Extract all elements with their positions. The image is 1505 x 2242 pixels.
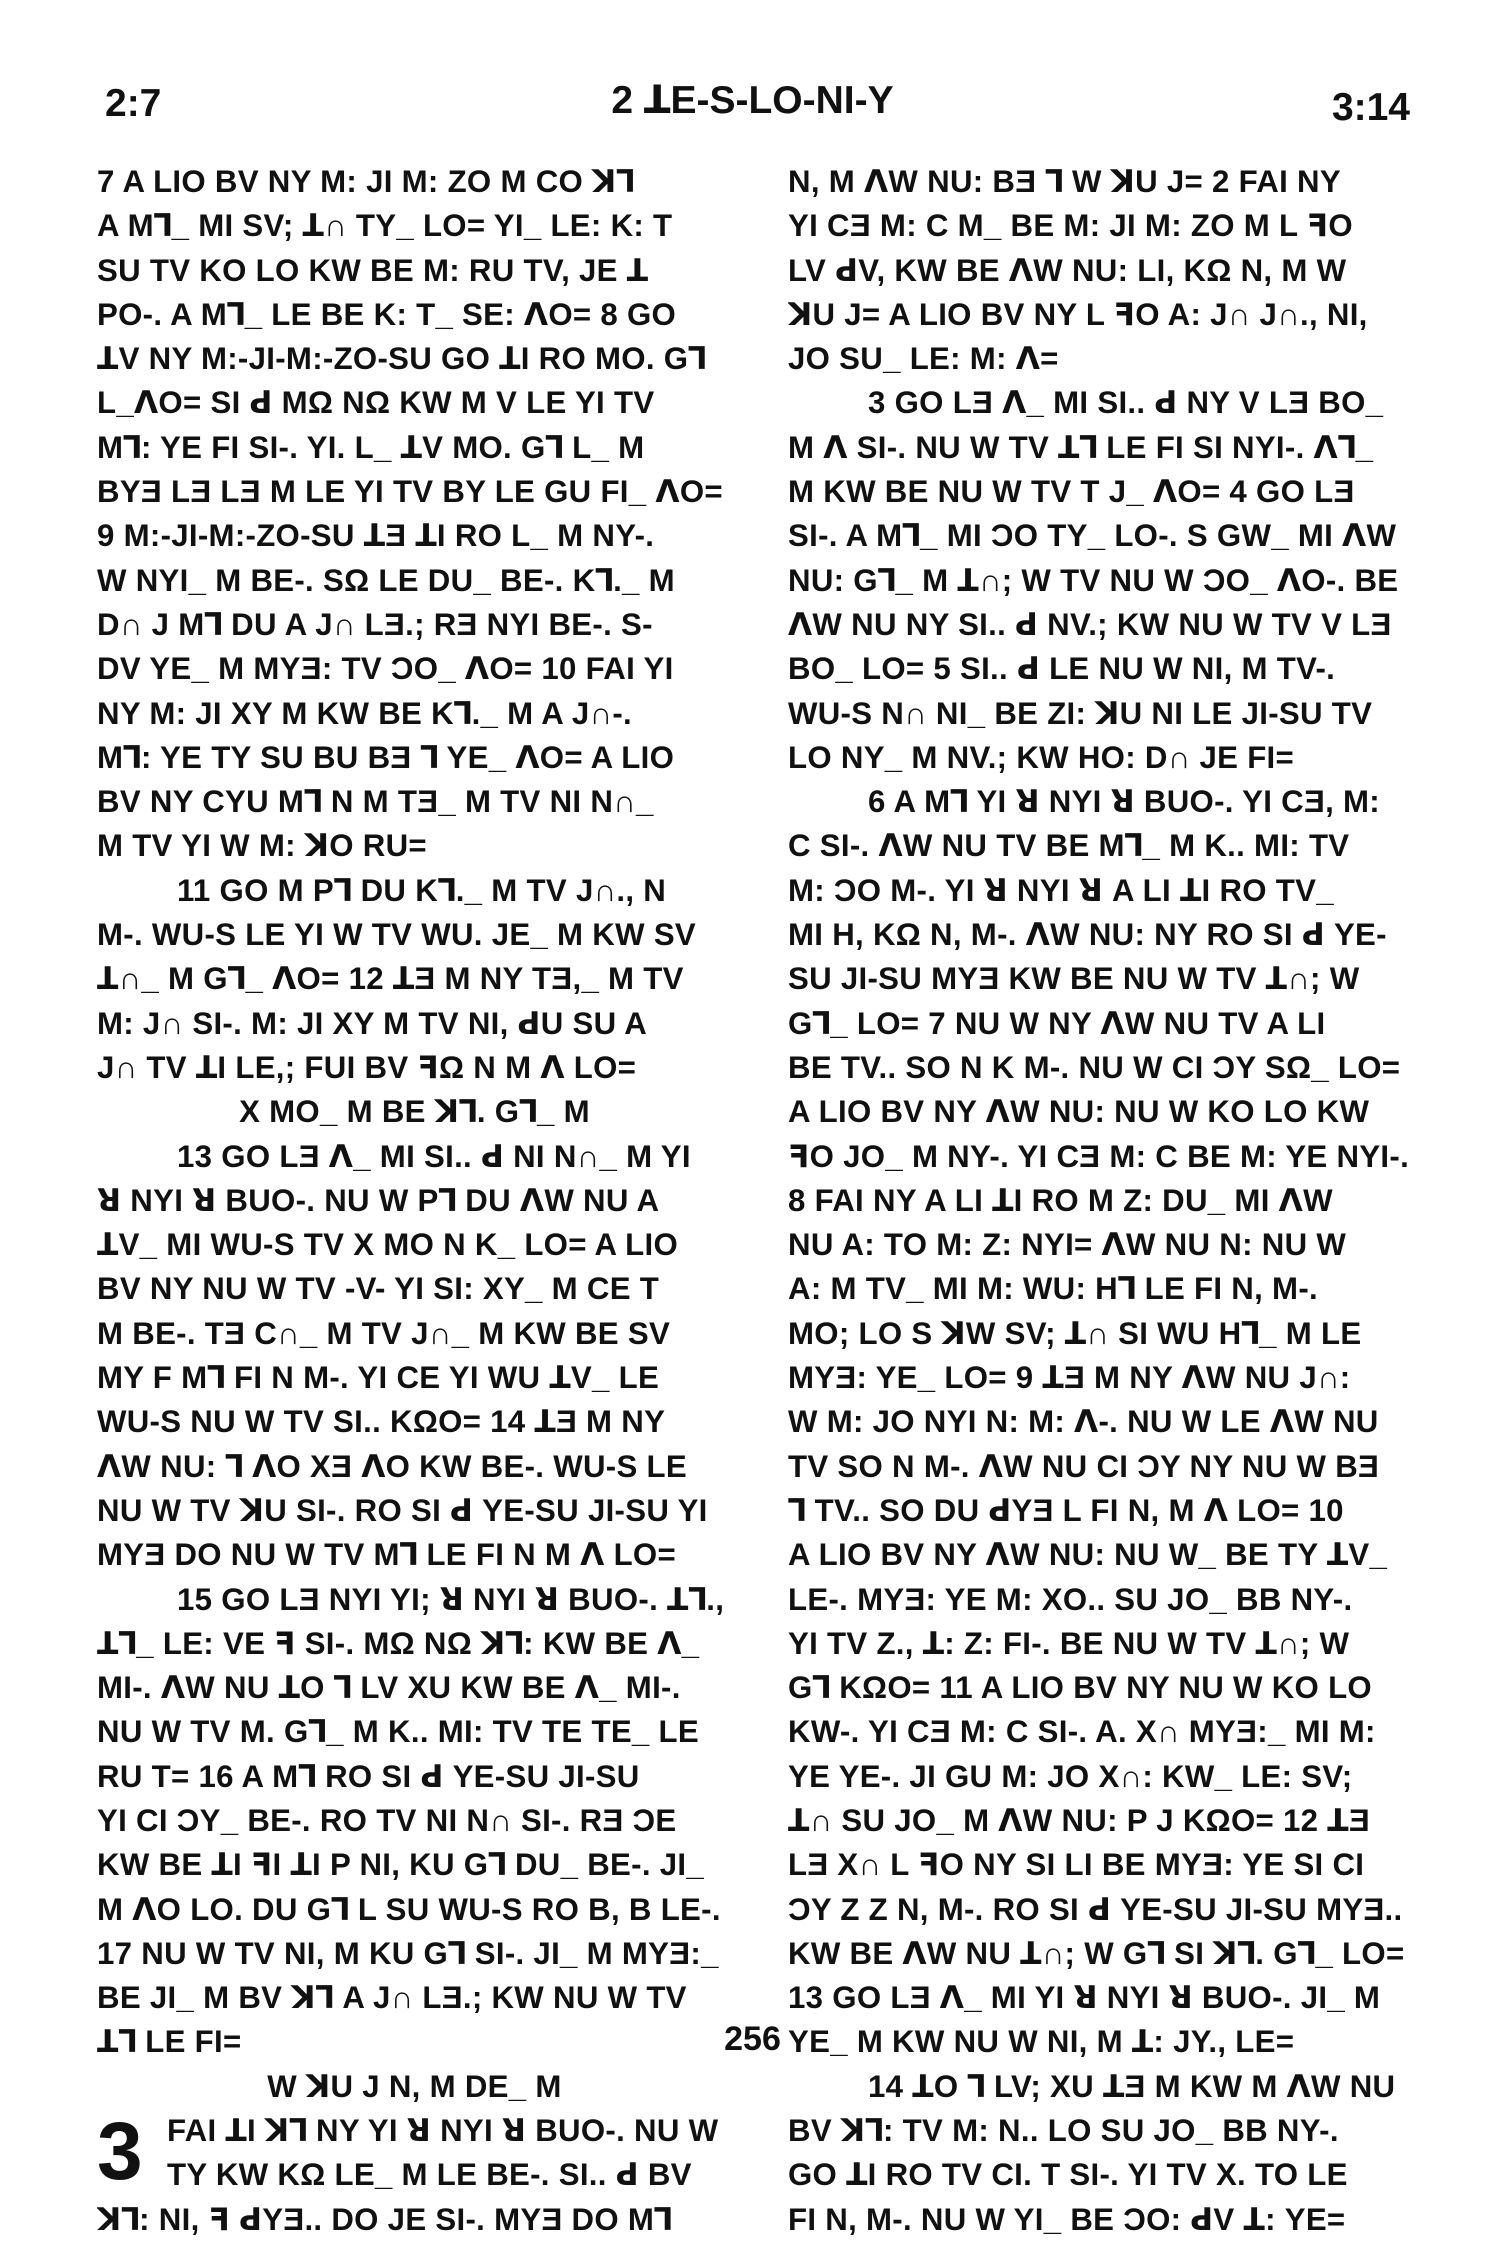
text-line: LO NY_ M NV.; KW HO: D∩ JE FI= bbox=[788, 739, 1295, 775]
text-line: 17 NU W TV NI, M KU G⅂ SI-. JI_ M MYƎ:_ bbox=[97, 1935, 719, 1971]
text-line: MY F M⅂ FI N M-. YI CE YI WU ꓕV_ LE bbox=[97, 1360, 660, 1396]
text-line: ⅂ TV.. SO DU ꓒYƎ L FI N, M ꓥ LO= 10 bbox=[788, 1492, 1344, 1528]
text-line: JO SU_ LE: M: ꓥ= bbox=[788, 341, 1059, 377]
text-line: MYƎ: YE_ LO= 9 ꓕƎ M NY ꓥW NU J∩: bbox=[788, 1360, 1351, 1396]
text-line: MO; LO S ꓘW SV; ꓕ∩ SI WU H⅂_ M LE bbox=[788, 1315, 1362, 1351]
text-line: BE JI_ M BV ꓘ⅂ A J∩ LƎ.; KW NU W TV bbox=[97, 1980, 687, 2016]
text-line: RU T= 16 A M⅂ RO SI ꓒ YE-SU JI-SU bbox=[97, 1758, 640, 1794]
text-line: L_ꓥO= SI ꓒ MΩ NΩ KW M V LE YI TV bbox=[97, 385, 655, 421]
text-line: KW-. YI CƎ M: C SI-. A. X∩ MYƎ:_ MI M: bbox=[788, 1714, 1376, 1750]
text-line: KW BE ꓥW NU ꓕ∩; W G⅂ SI ꓘ⅂. G⅂_ LO= bbox=[788, 1935, 1405, 1971]
text-line: BV NY NU W TV -V- YI SI: XY_ M CE T bbox=[97, 1271, 660, 1307]
text-line: YI CI ƆY_ BE-. RO TV NI N∩ SI-. RƎ ƆE bbox=[97, 1802, 677, 1838]
text-line: BO_ LO= 5 SI.. ꓒ LE NU W NI, M TV-. bbox=[788, 651, 1336, 687]
right-chapter-reference: 3:14 bbox=[1331, 86, 1410, 129]
text-line: ꓕ⅂_ LE: VE ꟻ SI-. MΩ NΩ ꓘ⅂: KW BE ꓥ_ bbox=[97, 1625, 700, 1661]
text-line: M⅂: YE TY SU BU BƎ ⅂ YE_ ꓥO= A LIO bbox=[97, 739, 675, 775]
text-line: ꓕ⅂ LE FI= bbox=[97, 2024, 242, 2060]
text-line: A: M TV_ MI M: WU: H⅂ LE FI N, M-. bbox=[788, 1271, 1318, 1307]
paragraph-verse-13 bbox=[97, 1135, 732, 1578]
chapter-number-dropcap: 3 bbox=[97, 2106, 143, 2198]
section-heading: X MO_ M BE ꓘ⅂. G⅂_ M bbox=[239, 1094, 590, 1130]
text-line: 8 FAI NY A LI ꓕI RO M Z: DU_ MI ꓥW bbox=[788, 1182, 1333, 1218]
left-column bbox=[97, 160, 732, 2242]
text-line: NY M: JI XY M KW BE K⅂._ M A J∩-. bbox=[97, 695, 632, 731]
text-line: N, M ꓥW NU: BƎ ⅂ W ꓘU J= 2 FAI NY bbox=[788, 164, 1341, 199]
text-line: WU-S N∩ NI_ BE ZI: ꓘU NI LE JI-SU TV bbox=[788, 695, 1373, 731]
text-line: FI N, M-. NU W YI_ BE ƆO: ꓒV ꓕ: YE= bbox=[788, 2201, 1346, 2237]
text-line: M KW BE NU W TV T J_ ꓥO= 4 GO LƎ bbox=[788, 474, 1355, 510]
text-line: M ꓥO LO. DU G⅂ L SU WU-S RO B, B LE-. bbox=[97, 1891, 721, 1927]
text-line: LV ꓒV, KW BE ꓥW NU: LI, KΩ N, M W bbox=[788, 252, 1347, 288]
book-title: 2 ꓕE-S-LO-NI-Y bbox=[611, 79, 894, 122]
text-line: W NYI_ M BE-. SΩ LE DU_ BE-. K⅂._ M bbox=[97, 562, 675, 598]
text-line: ꓕ∩ SU JO_ M ꓥW NU: P J KΩO= 12 ꓕƎ bbox=[788, 1802, 1370, 1838]
text-line: A M⅂_ MI SV; ꓕ∩ TY_ LO= YI_ LE: K: T bbox=[97, 208, 673, 244]
text-line: PO-. A M⅂_ LE BE K: T_ SE: ꓥO= 8 GO bbox=[97, 296, 677, 332]
text-line: 14 ꓕO ⅂ LV; XU ꓕƎ M KW M ꓥW NU bbox=[868, 2068, 1396, 2104]
text-line: ꓕ∩_ M G⅂_ ꓥO= 12 ꓕƎ M NY TƎ,_ M TV bbox=[97, 961, 684, 997]
text-line: 13 GO LƎ ꓥ_ MI SI.. ꓒ NI N∩_ M YI bbox=[177, 1138, 691, 1174]
text-line: D∩ J M⅂ DU A J∩ LƎ.; RƎ NYI BE-. S- bbox=[97, 606, 653, 642]
text-line: ƆY Z Z N, M-. RO SI ꓒ YE-SU JI-SU MYƎ.. bbox=[788, 1891, 1403, 1927]
text-line: NU A: TO M: Z: NYI= ꓥW NU N: NU W bbox=[788, 1227, 1347, 1263]
paragraph-verse-3 bbox=[788, 381, 1423, 780]
text-line: NU W TV ꓘU SI-. RO SI ꓒ YE-SU JI-SU YI bbox=[97, 1492, 708, 1528]
text-line: 3 GO LƎ ꓥ_ MI SI.. ꓒ NY V LƎ BO_ bbox=[868, 385, 1384, 421]
text-line: BYƎ LƎ LƎ M LE YI TV BY LE GU FI_ ꓥO= bbox=[97, 474, 723, 510]
text-line: NU W TV M. G⅂_ M K.. MI: TV TE TE_ LE bbox=[97, 1714, 699, 1750]
text-line: ꓤ NYI ꓤ BUO-. NU W P⅂ DU ꓥW NU A bbox=[97, 1182, 660, 1218]
text-line: MYƎ DO NU W TV M⅂ LE FI N M ꓥ LO= bbox=[97, 1537, 676, 1573]
chapter-heading: W ꓘU J N, M DE_ M bbox=[267, 2068, 562, 2104]
text-line: KW BE ꓕI ꟻI ꓕI P NI, KU G⅂ DU_ BE-. JI_ bbox=[97, 1847, 705, 1883]
text-line: M: ƆO M-. YI ꓤ NYI ꓤ A LI ꓕI RO TV_ bbox=[788, 872, 1334, 908]
text-line: ꓥW NU: ⅂ ꓥO XƎ ꓥO KW BE-. WU-S LE bbox=[97, 1448, 687, 1484]
text-line: YE YE-. JI GU M: JO X∩: KW_ LE: SV; bbox=[788, 1758, 1353, 1794]
text-line: 15 GO LƎ NYI YI; ꓤ NYI ꓤ BUO-. ꓕ⅂., bbox=[177, 1581, 725, 1617]
text-line: 7 A LIO BV NY M: JI M: ZO M CO ꓘꓶ bbox=[97, 164, 635, 199]
paragraph-verse-11 bbox=[97, 869, 732, 1090]
text-line: DV YE_ M MYƎ: TV ƆO_ ꓥO= 10 FAI YI bbox=[97, 651, 674, 687]
text-line: SU JI-SU MYƎ KW BE NU W TV ꓕ∩; W bbox=[788, 961, 1360, 997]
text-line: BE TV.. SO N K M-. NU W CI ƆY SΩ_ LO= bbox=[788, 1049, 1401, 1085]
paragraph-verse-14 bbox=[788, 2065, 1423, 2242]
text-line: ꓕV_ MI WU-S TV X MO N K_ LO= A LIO bbox=[97, 1227, 679, 1263]
text-line: M ꓥ SI-. NU W TV ꓕ⅂ LE FI SI NYI-. ꓥ⅂_ bbox=[788, 429, 1374, 465]
paragraph-verse-6 bbox=[788, 780, 1423, 2065]
text-line: 13 GO LƎ ꓥ_ MI YI ꓤ NYI ꓤ BUO-. JI_ M bbox=[788, 1980, 1381, 2016]
text-line: NU: G⅂_ M ꓕ∩; W TV NU W ƆO_ ꓥO-. BE bbox=[788, 562, 1399, 598]
text-line: M BE-. TƎ C∩_ M TV J∩_ M KW BE SV bbox=[97, 1315, 671, 1351]
text-line: 6 A M⅂ YI ꓤ NYI ꓤ BUO-. YI CƎ, M: bbox=[868, 784, 1380, 820]
text-line: TV SO N M-. ꓥW NU CI ƆY NY NU W BƎ bbox=[788, 1448, 1380, 1484]
text-line: G⅂_ LO= 7 NU W NY ꓥW NU TV A LI bbox=[788, 1005, 1326, 1041]
text-line: ꓥW NU NY SI.. ꓒ NV.; KW NU W TV V LƎ bbox=[788, 606, 1392, 642]
text-line: BV ꓘ⅂: TV M: N.. LO SU JO_ BB NY-. bbox=[788, 2113, 1339, 2149]
text-line: LE-. MYƎ: YE M: XO.. SU JO_ BB NY-. bbox=[788, 1581, 1353, 1617]
text-line: M-. WU-S LE YI W TV WU. JE_ M KW SV bbox=[97, 917, 697, 953]
text-line: WU-S NU W TV SI.. KΩO= 14 ꓕƎ M NY bbox=[97, 1404, 666, 1440]
paragraph-verse-7 bbox=[97, 160, 732, 869]
text-line: M: J∩ SI-. M: JI XY M TV NI, ꓒU SU A bbox=[97, 1005, 648, 1041]
text-line: J∩ TV ꓕI LE,; FUI BV ꟻΩ N M ꓥ LO= bbox=[97, 1049, 637, 1085]
text-line: MI-. ꓥW NU ꓕO ⅂ LV XU KW BE ꓥ_ MI-. bbox=[97, 1670, 681, 1706]
text-line: YI CƎ M: C M_ BE M: JI M: ZO M L ꟻO bbox=[788, 208, 1353, 244]
text-line: FAI ꓕI ꓘ⅂ NY YI ꓤ NYI ꓤ BUO-. NU W bbox=[167, 2113, 719, 2149]
text-line: ꓘU J= A LIO BV NY L ꟻO A: J∩ J∩., NI, bbox=[788, 296, 1368, 332]
text-line: SI-. A M⅂_ MI ƆO TY_ LO-. S GW_ MI ꓥW bbox=[788, 518, 1397, 554]
text-line: ꟻO JO_ M NY-. YI CƎ M: C BE M: YE NYI-. bbox=[788, 1138, 1410, 1174]
text-line: M⅂: YE FI SI-. YI. L_ ꓕV MO. G⅂ L_ M bbox=[97, 429, 645, 465]
text-line: W M: JO NYI N: M: ꓥ-. NU W LE ꓥW NU bbox=[788, 1404, 1379, 1440]
page-header bbox=[95, 78, 1410, 138]
text-line: 11 GO M P⅂ DU K⅂._ M TV J∩., N bbox=[177, 872, 667, 908]
text-line: YE_ M KW NU W NI, M ꓕ: JY., LE= bbox=[788, 2024, 1295, 2060]
text-line: SU TV KO LO KW BE M: RU TV, JE ꓕ bbox=[97, 252, 649, 288]
text-line: YI TV Z., ꓕ: Z: FI-. BE NU W TV ꓕ∩; W bbox=[788, 1625, 1350, 1661]
text-line: BV NY CYU M⅂ N M TƎ_ M TV NI N∩_ bbox=[97, 784, 654, 820]
text-line: TY KW KΩ LE_ M LE BE-. SI.. ꓒ BV bbox=[167, 2157, 692, 2193]
text-line: A LIO BV NY ꓥW NU: NU W KO LO KW bbox=[788, 1094, 1370, 1130]
text-line: G⅂ KΩO= 11 A LIO BV NY NU W KO LO bbox=[788, 1670, 1372, 1706]
text-line: 9 M:-JI-M:-ZO-SU ꓕƎ ꓕI RO L_ M NY-. bbox=[97, 518, 655, 554]
right-column bbox=[788, 160, 1423, 2242]
text-line: ꓕV NY M:-JI-M:-ZO-SU GO ꓕI RO MO. G⅂ bbox=[97, 341, 706, 377]
text-line: ꓘ⅂: NI, ꟻ ꓒYƎ.. DO JE SI-. MYƎ DO M⅂ bbox=[97, 2201, 672, 2237]
text-line: MI H, KΩ N, M-. ꓥW NU: NY RO SI ꓒ YE- bbox=[788, 917, 1387, 953]
text-line: C SI-. ꓥW NU TV BE M⅂_ M K.. MI: TV bbox=[788, 828, 1350, 864]
left-chapter-reference: 2:7 bbox=[105, 82, 162, 125]
paragraph-continuation bbox=[788, 160, 1423, 381]
text-line: GO ꓕI RO TV CI. T SI-. YI TV X. TO LE bbox=[788, 2157, 1348, 2193]
text-line: LƎ X∩ L ꟻO NY SI LI BE MYƎ: YE SI CI bbox=[788, 1847, 1365, 1883]
page-number: 256 bbox=[724, 2020, 781, 2058]
text-line: A LIO BV NY ꓥW NU: NU W_ BE TY ꓕV_ bbox=[788, 1537, 1388, 1573]
text-line: M TV YI W M: ꓘO RU= bbox=[97, 828, 427, 864]
paragraph-verse-15 bbox=[97, 1578, 732, 2065]
